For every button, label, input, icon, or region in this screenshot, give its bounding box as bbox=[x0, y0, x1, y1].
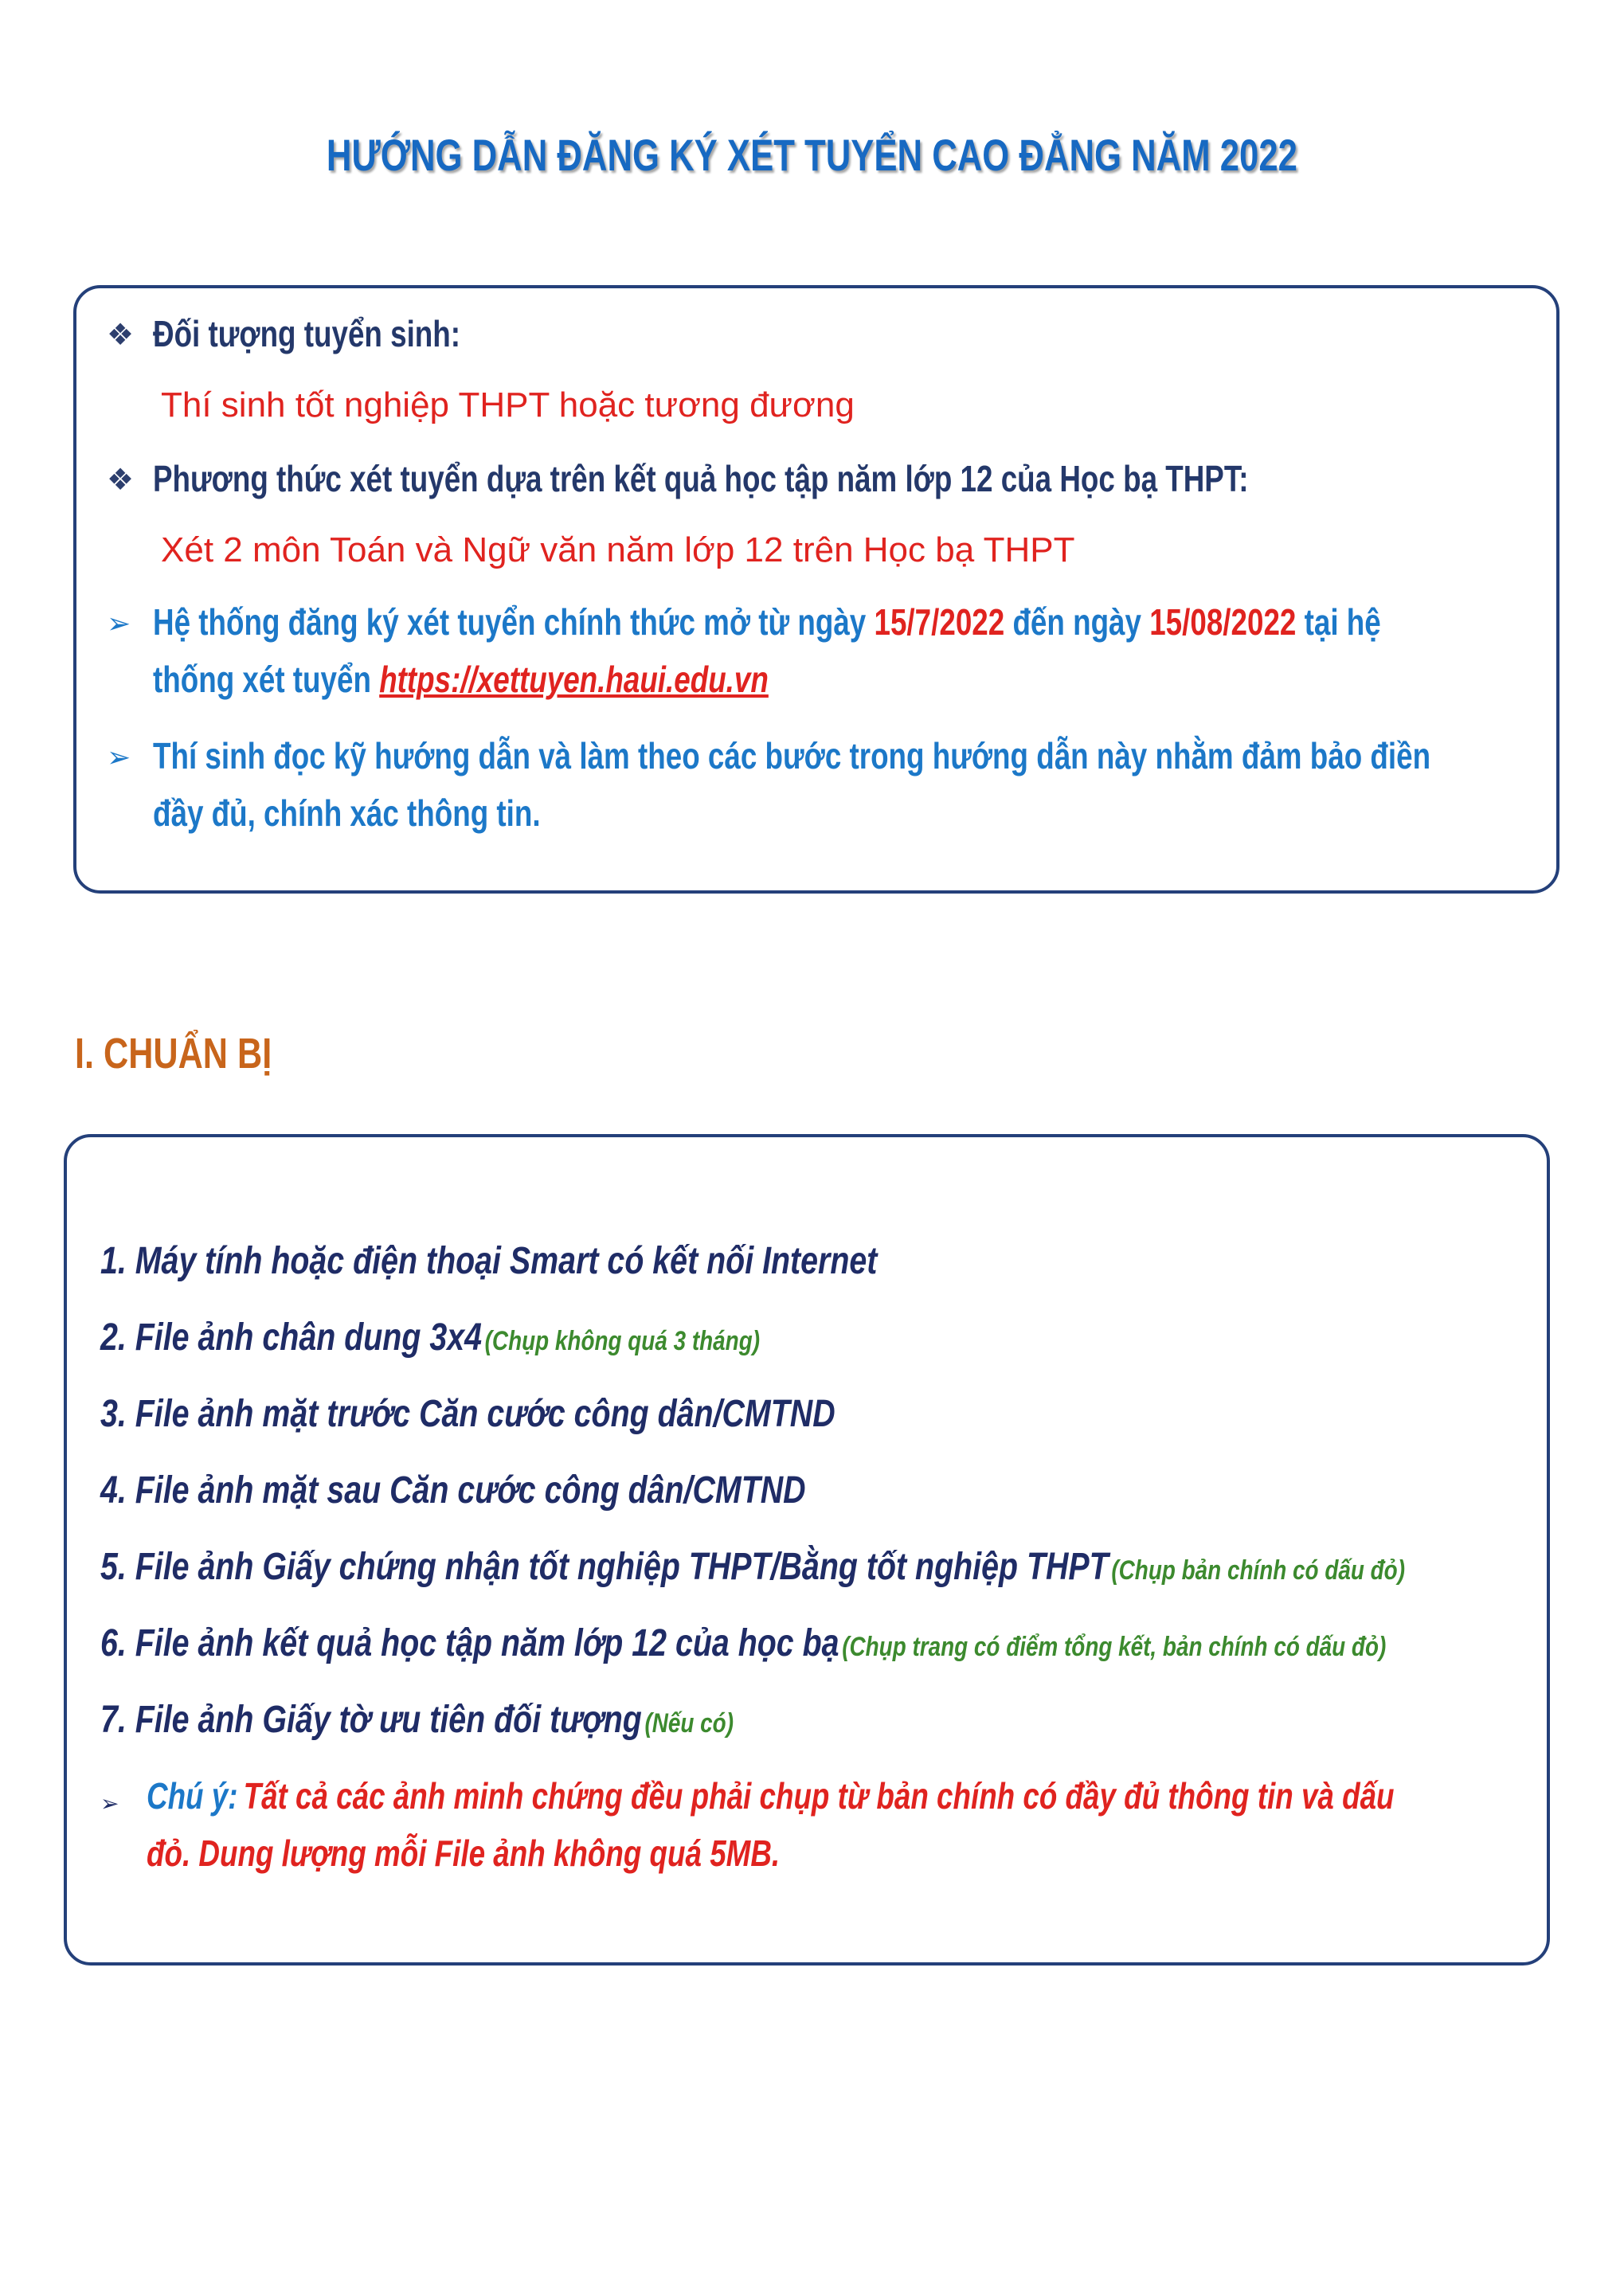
diamond-bullet-icon: ❖ bbox=[107, 319, 135, 352]
system-line-2 bbox=[153, 658, 922, 701]
warning-label: Chú ý: bbox=[147, 1775, 238, 1817]
list-item-text: 6. File ảnh kết quả học tập năm lớp 12 của học bạ bbox=[100, 1622, 839, 1664]
system-text-part2: đến ngày bbox=[1004, 601, 1150, 643]
list-item bbox=[100, 1316, 905, 1359]
read-line-1 bbox=[153, 734, 1624, 777]
system-date-start: 15/7/2022 bbox=[874, 601, 1005, 643]
list-item bbox=[100, 1621, 1624, 1665]
list-item bbox=[100, 1545, 1624, 1589]
list-item-text: 7. File ảnh Giấy tờ ưu tiên đối tượng bbox=[100, 1699, 642, 1741]
subjects-text: Thí sinh tốt nghiệp THPT hoặc tương đương bbox=[161, 385, 855, 424]
list-item-note: (Chụp bản chính có dấu đỏ) bbox=[1111, 1555, 1405, 1586]
diamond-bullet-icon: ❖ bbox=[107, 464, 135, 497]
method-text: Xét 2 môn Toán và Ngữ văn năm lớp 12 trên Học bạ THPT bbox=[161, 530, 1075, 569]
subjects-heading-text: Đối tượng tuyển sinh: bbox=[153, 313, 461, 354]
read-line-2-text: đầy đủ, chính xác thông tin. bbox=[153, 792, 541, 834]
list-item bbox=[100, 1698, 872, 1742]
page-title-text: HƯỚNG DẪN ĐĂNG KÝ XÉT TUYỂN CAO ĐẲNG NĂM 2022 bbox=[326, 130, 1298, 180]
list-item-note: (Chụp không quá 3 tháng) bbox=[484, 1326, 761, 1356]
list-item-note: (Chụp trang có điểm tổng kết, bản chính có dấu đỏ) bbox=[842, 1632, 1387, 1662]
list-item bbox=[100, 1469, 961, 1512]
list-item-text: 4. File ảnh mặt sau Căn cước công dân/CMTND bbox=[100, 1469, 806, 1512]
warning-line-1 bbox=[147, 1774, 1624, 1817]
arrow-bullet-icon: ➢ bbox=[107, 607, 131, 640]
registration-link[interactable]: https://xettuyen.haui.edu.vn bbox=[379, 659, 769, 700]
list-item-note: (Nếu có) bbox=[644, 1708, 734, 1739]
list-item-text: 1. Máy tính hoặc điện thoại Smart có kết nối Internet bbox=[100, 1240, 878, 1282]
arrow-bullet-icon: ➢ bbox=[107, 741, 131, 773]
list-item-text: 3. File ảnh mặt trước Căn cước công dân/CMTND bbox=[100, 1393, 835, 1435]
subjects-heading bbox=[153, 312, 538, 355]
system-text-part3: tại hệ bbox=[1296, 601, 1381, 643]
method-heading bbox=[153, 457, 1522, 500]
section-heading bbox=[75, 1029, 321, 1078]
system-date-end: 15/08/2022 bbox=[1149, 601, 1297, 643]
list-item-text: 2. File ảnh chân dung 3x4 bbox=[100, 1316, 482, 1359]
arrow-bullet-icon: ➢ bbox=[100, 1791, 119, 1816]
warning-text-1: Tất cả các ảnh minh chứng đều phải chụp từ bản chính có đầy đủ thông tin và dấu bbox=[243, 1775, 1395, 1817]
list-item bbox=[100, 1239, 1048, 1283]
list-item bbox=[100, 1392, 996, 1436]
system-line-1 bbox=[153, 600, 1624, 643]
warning-text-2: đỏ. Dung lượng mỗi File ảnh không quá 5MB. bbox=[147, 1832, 781, 1874]
system-text-part4: thống xét tuyển bbox=[153, 659, 380, 700]
read-line-2 bbox=[153, 792, 637, 835]
read-line-1-text: Thí sinh đọc kỹ hướng dẫn và làm theo các bước trong hướng dẫn này nhằm đảm bảo điền bbox=[153, 735, 1431, 776]
page-title bbox=[0, 129, 1624, 181]
method-heading-text: Phương thức xét tuyển dựa trên kết quả học tập năm lớp 12 của Học bạ THPT: bbox=[153, 458, 1249, 499]
warning-line-2 bbox=[147, 1832, 938, 1875]
section-heading-text: I. CHUẨN BỊ bbox=[75, 1030, 272, 1078]
list-item-text: 5. File ảnh Giấy chứng nhận tốt nghiệp THPT/Bằng tốt nghiệp THPT bbox=[100, 1546, 1109, 1588]
system-text-part1: Hệ thống đăng ký xét tuyển chính thức mở từ ngày bbox=[153, 601, 875, 643]
